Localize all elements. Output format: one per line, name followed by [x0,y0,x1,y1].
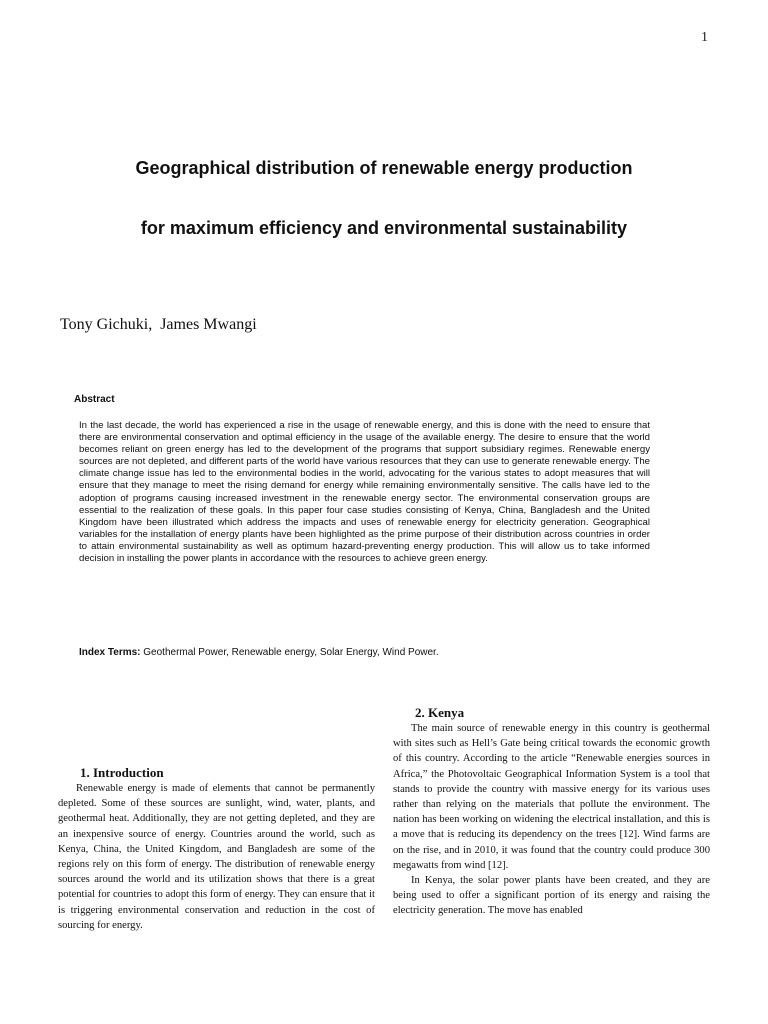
index-terms [79,647,679,658]
index-terms-text: Geothermal Power, Renewable energy, Solar Energy, Wind Power. [140,647,439,658]
paper-title-line-1: Geographical distribution of renewable energy production [135,158,633,178]
authors: Tony Gichuki, James Mwangi [60,316,257,333]
section-heading-kenya: 2. Kenya [415,705,465,720]
kenya-paragraph-2: In Kenya, the solar power plants have been created, and they are being used to offer a significant portion of its energy and raising the electricity generation. The move has enabled [393,875,710,917]
abstract-heading: Abstract [74,394,115,405]
kenya-paragraph-1: The main source of renewable energy in this country is geothermal with sites such as Hell’s Gate being critical towards the economic growth of this country. According to the article “Renewable energies sources in Africa,” the Photovoltaic Geographical Information System is a tool that stands to provide the country with massive energy for its various uses rather than relying on the materials that pollute the environment. The nation has been working on widening the electrical installation, and this is a move that is reducing its dependency on the trees [12]. Wind farms are on the rise, and in 2010, it was found that the country could produce 300 megawatts from wind [12]. [393,723,710,871]
introduction-paragraph: Renewable energy is made of elements that cannot be permanently depleted. Some of these sources are sunlight, wind, water, plants, and geothermal heat. Additionally, they are not getting depleted, and they are an inexpensive source of energy. Countries around the world, such as Kenya, China, the United Kingdom, and Bangladesh are some of the regions rely on this form of energy. The distribution of renewable energy sources around the world and its utilization shows that there is a great potential for countries to adopt this form of energy. They can ensure that it is triggering environmental conservation and reduction in the cost of sourcing for energy. [58,783,375,931]
column-left [58,764,375,933]
column-right [393,704,710,919]
index-terms-label: Index Terms: [79,647,141,658]
paper-title-line-2: for maximum efficiency and environmental sustainability [140,218,628,238]
abstract-body: In the last decade, the world has experienced a rise in the usage of renewable energy, and this is done with the need to ensure that there are environmental conservation and optimal efficiency in the usage of the available energy. The desire to ensure that the world becomes reliant on green energy has led to the development of the programs that support subsidiary regimes. Renewable energy sources are not depleted, and different parts of the world have various resources that they can use to generate renewable energy. The climate change issue has led to the environmental bodies in the world, advocating for the various states to adopt measures that will ensure that they manage to meet the rising demand for energy while remaining environmentally sensitive. The calls have led to the adoption of programs causing increased investment in the renewable energy sector. The environmental conservation groups are essential to the realization of these goals. In this paper four case studies consisting of Kenya, China, Bangladesh and the United Kingdom have been illustrated which address the impacts and uses of renewable energy for electricity generation. Geographical variables for the installation of energy plants have been highlighted as the prime purpose of their distribution across countries in order to attain environmental sustainability as well as optimum hazard-preventing energy production. This will allow us to take informed decision in installing the power plants in accordance with the resources to achieve green energy. [79,420,650,565]
section-heading-introduction: 1. Introduction [80,765,164,780]
page-number: 1 [701,30,708,45]
